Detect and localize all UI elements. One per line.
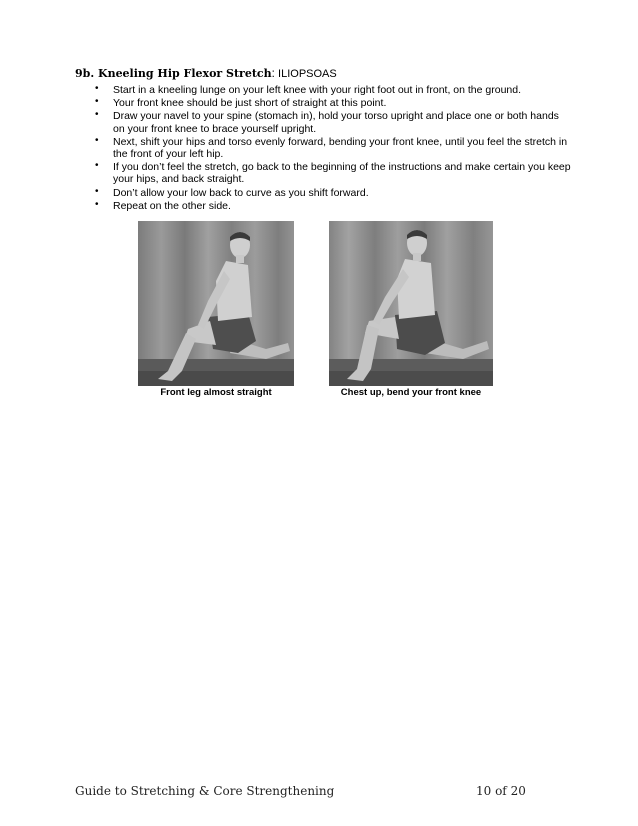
bullet-icon: • — [95, 109, 99, 121]
list-item — [93, 97, 573, 109]
instruction-text: Draw your navel to your spine (stomach in), hold your torso upright and place one or both hands on your front knee to brace yourself upright. — [113, 110, 559, 135]
bullet-icon: • — [95, 198, 99, 210]
instruction-text: Don’t allow your low back to curve as you shift forward. — [113, 186, 369, 199]
bullet-icon: • — [95, 134, 99, 146]
list-item — [93, 136, 573, 160]
muscle-name: ILIOPSOAS — [278, 68, 337, 80]
stretch-photo-front-leg-straight — [138, 221, 294, 386]
list-item — [93, 110, 573, 134]
instruction-text: Start in a kneeling lunge on your left knee with your right foot out in front, on the ground. — [113, 84, 522, 96]
bullet-icon: • — [95, 160, 99, 172]
instruction-text: If you don’t feel the stretch, go back to the beginning of the instructions and make certain you keep your hips, and back straight. — [113, 161, 571, 186]
stretch-photo-front-knee-bent — [329, 221, 493, 386]
instruction-list — [93, 84, 573, 213]
list-item — [93, 84, 573, 96]
instruction-text: Repeat on the other side. — [113, 199, 231, 212]
footer-page-number: 10 of 20 — [476, 784, 526, 798]
list-item — [93, 200, 573, 212]
instruction-text: Your front knee should be just short of straight at this point. — [113, 97, 387, 110]
list-item — [93, 161, 573, 185]
list-item — [93, 187, 573, 199]
bullet-icon: • — [95, 96, 99, 108]
figure-caption: Front leg almost straight — [160, 387, 272, 398]
bullet-icon: • — [95, 185, 99, 197]
heading-separator: : — [271, 68, 279, 80]
bullet-icon: • — [95, 83, 99, 94]
section-heading — [75, 67, 337, 80]
section-title: 9b. Kneeling Hip Flexor Stretch — [75, 67, 272, 80]
instruction-text: Next, shift your hips and torso evenly forward, bending your front knee, until you feel the stretch in the front of your left hip. — [113, 135, 568, 161]
figure-caption: Chest up, bend your front knee — [340, 387, 482, 398]
footer-document-title: Guide to Stretching & Core Strengthening — [75, 784, 335, 798]
